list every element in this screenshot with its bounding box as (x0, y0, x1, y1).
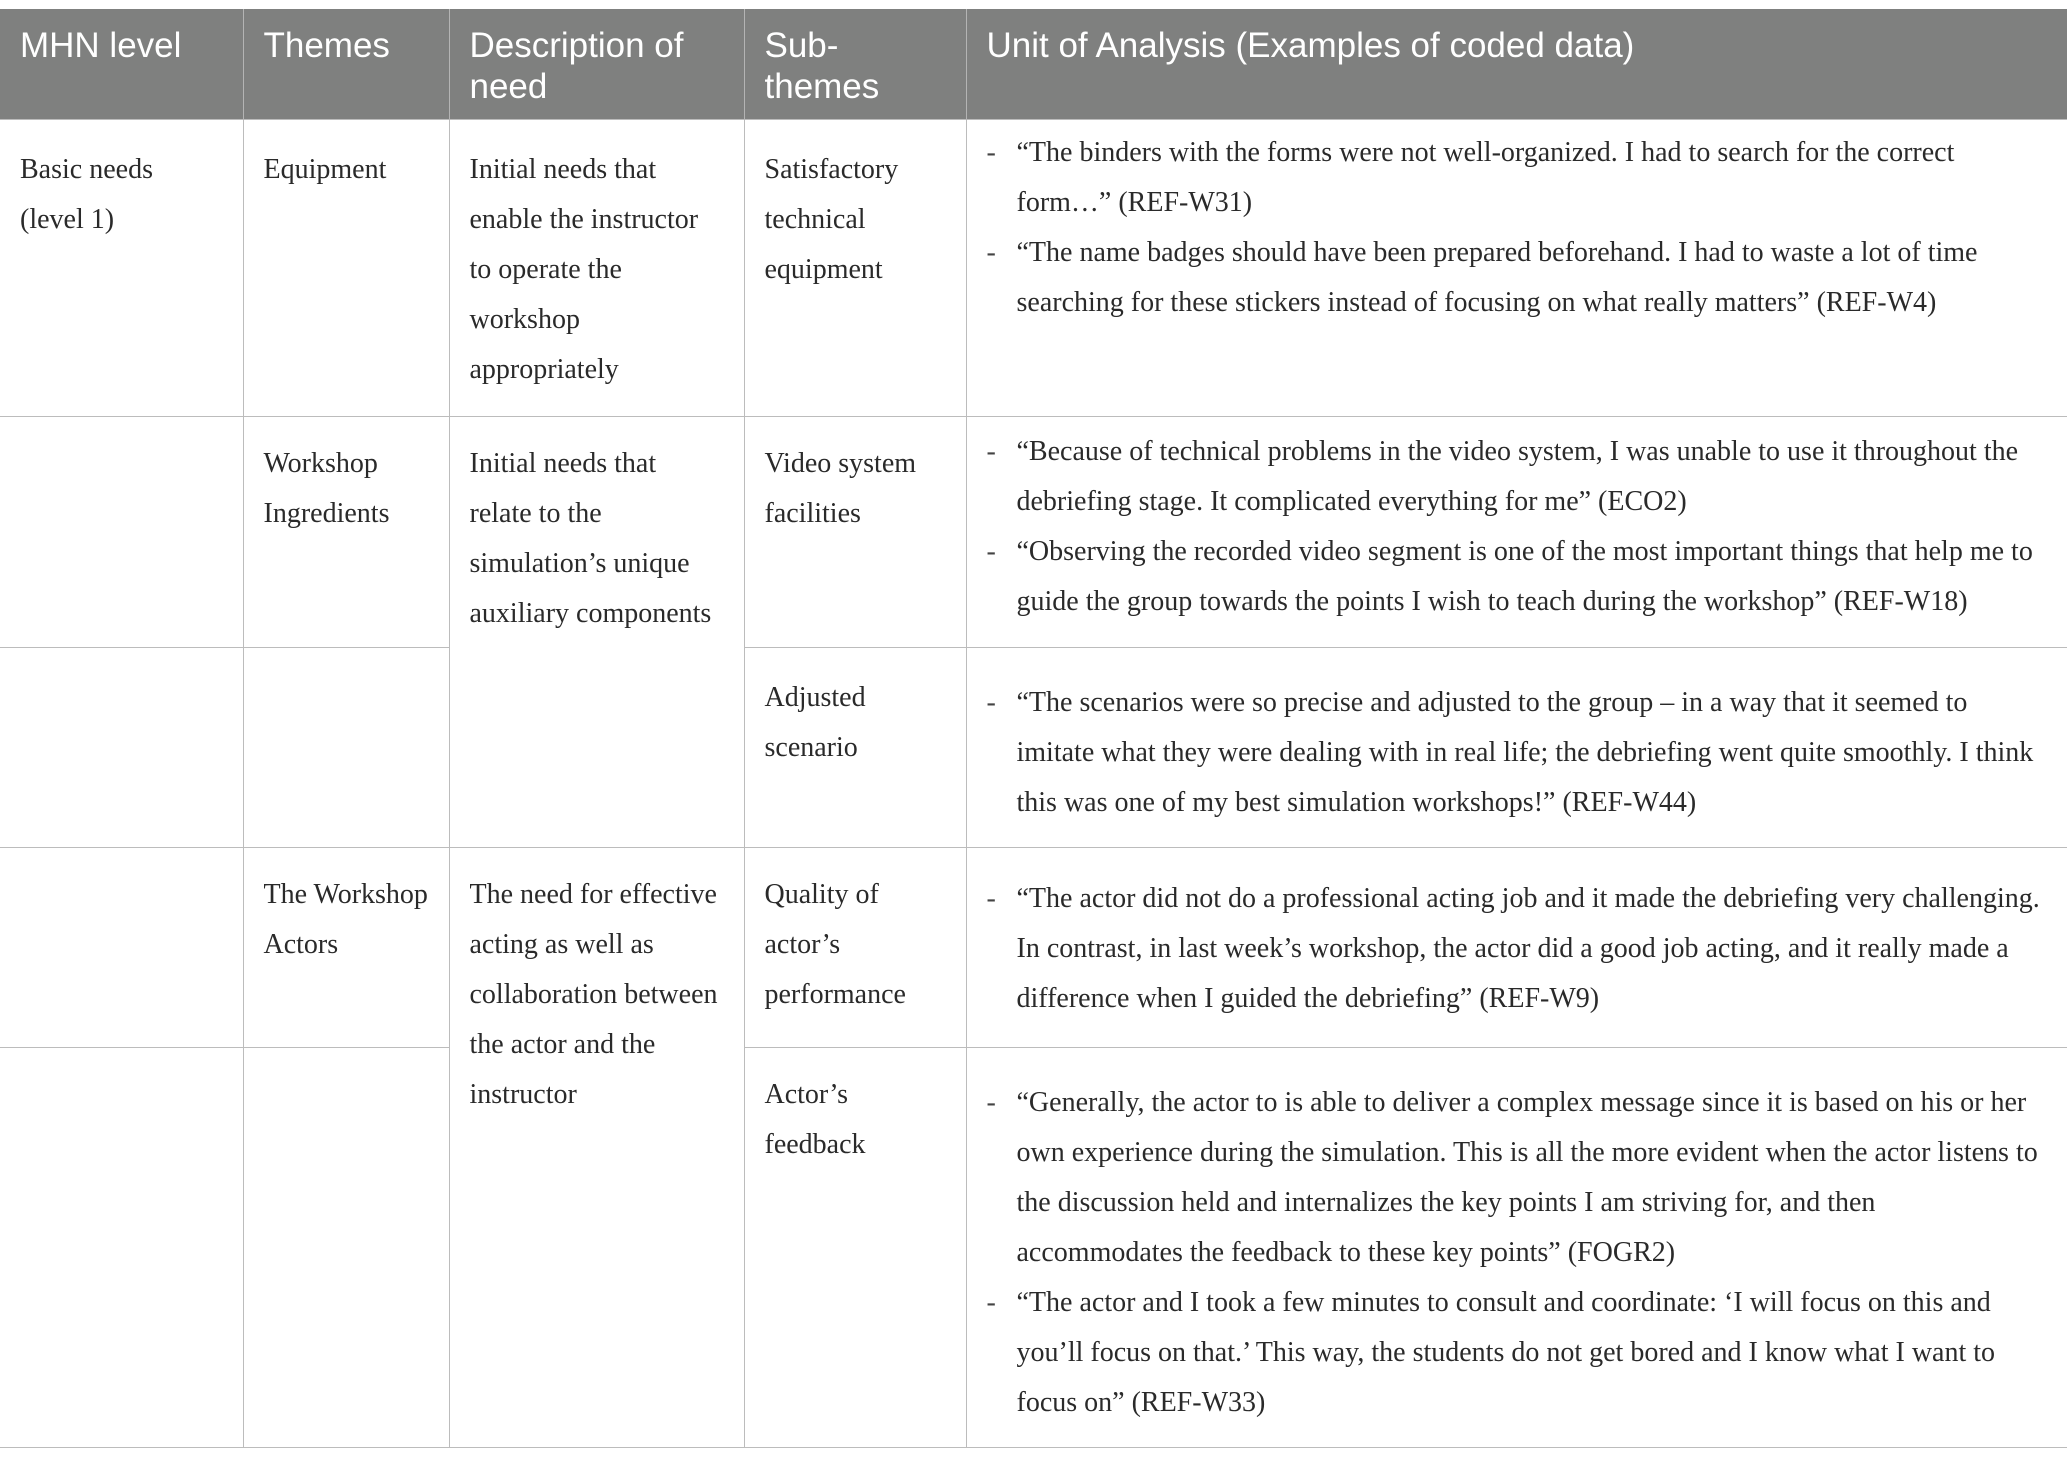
table-row (0, 848, 2067, 1048)
quote-list (987, 678, 2048, 828)
quote-item: - “Because of technical problems in the video system, I was unable to use it throughout the debriefing stage. It complicated everything for me” (ECO2) (987, 427, 2048, 527)
theme-cell: Workshop Ingredients (243, 417, 449, 648)
description-cell: The need for effective acting as well as collaboration between the actor and the instructor (449, 848, 744, 1448)
header-mhn-level: MHN level (0, 9, 243, 120)
mhn-level-cell (0, 417, 243, 648)
sub-theme-cell: Quality of actor’s performance (744, 848, 966, 1048)
sub-theme-cell: Adjusted scenario (744, 648, 966, 848)
header-unit-of-analysis: Unit of Analysis (Examples of coded data) (966, 9, 2067, 120)
quotes-cell (966, 848, 2067, 1048)
quote-item: - “Generally, the actor to is able to deliver a complex message since it is based on his or her own experience during the simulation. This is all the more evident when the actor listens to the discussion held and internalizes the key points I am striving for, and then accommodates the feedback to these key points” (FOGR2) (987, 1078, 2048, 1278)
table-row (0, 120, 2067, 417)
table-row (0, 648, 2067, 848)
sub-theme-cell: Satisfactory technical equipment (744, 120, 966, 417)
quote-list (987, 128, 2048, 328)
mhn-level-cell (0, 1048, 243, 1448)
mhn-level-cell (0, 648, 243, 848)
mhn-level-cell (0, 848, 243, 1048)
theme-cell: Equipment (243, 120, 449, 417)
quote-list (987, 1078, 2048, 1428)
header-themes: Themes (243, 9, 449, 120)
quote-item: - “The actor and I took a few minutes to consult and coordinate: ‘I will focus on this and you’ll focus on that.’ This way, the students do not get bored and I know what I want to focus on” (REF-W33) (987, 1278, 2048, 1428)
description-cell: Initial needs that enable the instructor to operate the workshop appropriately (449, 120, 744, 417)
quote-item: - “The name badges should have been prepared beforehand. I had to waste a lot of time searching for these stickers instead of focusing on what really matters” (REF-W4) (987, 228, 2048, 328)
quote-item: - “The actor did not do a professional acting job and it made the debriefing very challenging. In contrast, in last week’s workshop, the actor did a good job acting, and it really made a difference when I guided the debriefing” (REF-W9) (987, 874, 2048, 1024)
quote-list (987, 427, 2048, 627)
quotes-cell (966, 417, 2067, 648)
quote-item: - “Observing the recorded video segment is one of the most important things that help me to guide the group towards the points I wish to teach during the workshop” (REF-W18) (987, 527, 2048, 627)
quotes-cell (966, 1048, 2067, 1448)
sub-theme-cell: Actor’s feedback (744, 1048, 966, 1448)
quote-list (987, 874, 2048, 1024)
header-description: Description of need (449, 9, 744, 120)
sub-theme-cell: Video system facilities (744, 417, 966, 648)
header-sub-themes: Sub-themes (744, 9, 966, 120)
coded-data-table (0, 9, 2067, 1448)
theme-cell (243, 1048, 449, 1448)
quote-item: - “The scenarios were so precise and adjusted to the group – in a way that it seemed to imitate what they were dealing with in real life; the debriefing went quite smoothly. I think this was one of my best simulation workshops!” (REF-W44) (987, 678, 2048, 828)
table-row (0, 1048, 2067, 1448)
description-cell: Initial needs that relate to the simulation’s unique auxiliary components (449, 417, 744, 848)
mhn-level-cell: Basic needs (level 1) (0, 120, 243, 417)
quote-item: - “The binders with the forms were not well-organized. I had to search for the correct form…” (REF-W31) (987, 128, 2048, 228)
quotes-cell (966, 120, 2067, 417)
quotes-cell (966, 648, 2067, 848)
table-row (0, 417, 2067, 648)
header-row (0, 9, 2067, 120)
theme-cell: The Workshop Actors (243, 848, 449, 1048)
theme-cell (243, 648, 449, 848)
